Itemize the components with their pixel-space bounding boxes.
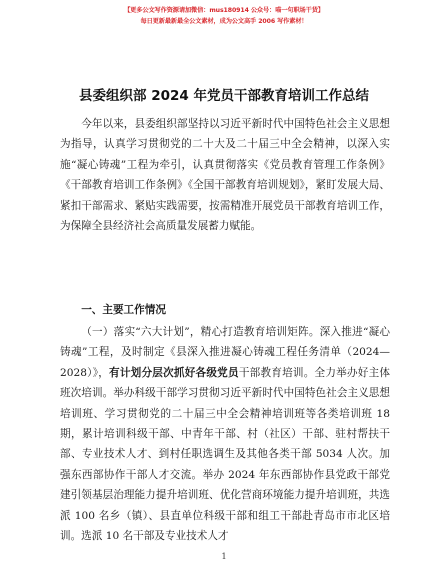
intro-paragraph: 今年以来，县委组织部坚持以习近平新时代中国特色社会主义思想为指导，认真学习贯彻党的二十大及二十届三中全会精神，以深入实施“凝心铸魂”工程为牵引，认真贯彻落实《党员教育管理工作条例》《干部教育培训工作条例》《全国干部教育培训规划》，紧盯发展大局、紧扣干部需求、紧贴实践需要，按需精准开展党员干部教育培训工作，为保障全县经济社会高质量发展蓄力赋能。	[60, 118, 390, 233]
watermark-banner-line2: 每日更新最新最全公文素材，成为公文高手 2006 写作素材！	[140, 18, 308, 25]
page-number: 1	[221, 552, 227, 561]
paragraph-text: （一）落实“六大计划”，精心打造教育培训矩阵。深入推进“凝心铸魂”工程，及时制定《县深入推进凝心铸魂工程任务清单（2024—2028）》，	[60, 326, 390, 379]
document-title: 县委组织部 2024 年党员干部教育培训工作总结	[79, 88, 369, 104]
paragraph-text-cont: 干部教育培训。全力举办好主体班次培训。举办科级干部学习贯彻习近平新时代中国特色社会主义思想培训班、学习贯彻党的二十届三中全会精神培训班等各类培训班 18 期，累计培训科级干部、中青年干部、村（社区）干部、驻村帮扶干部、专业技术人才、到村任职选调生及其他各类干部 5034 人次。加强东西部协作干部人才交流。举办 2024 年东西部协作县党政干部党建引领基层治理能力提升培训班、优化营商环境能力提升培训班，共选派 100 名乡（镇）、县直单位科级干部和组工干部赴青岛市市北区培训。选派 10 名干部及专业技术人才	[60, 366, 390, 543]
watermark-banner-line1: 【更多公文写作资源请加微信：mus180914 公众号：喵一句职场干货】	[124, 7, 324, 14]
section-heading: 一、主要工作情况	[81, 304, 166, 316]
body-paragraph	[60, 322, 390, 546]
emphasized-text: 有计划分层次抓好各级党员	[109, 366, 239, 379]
